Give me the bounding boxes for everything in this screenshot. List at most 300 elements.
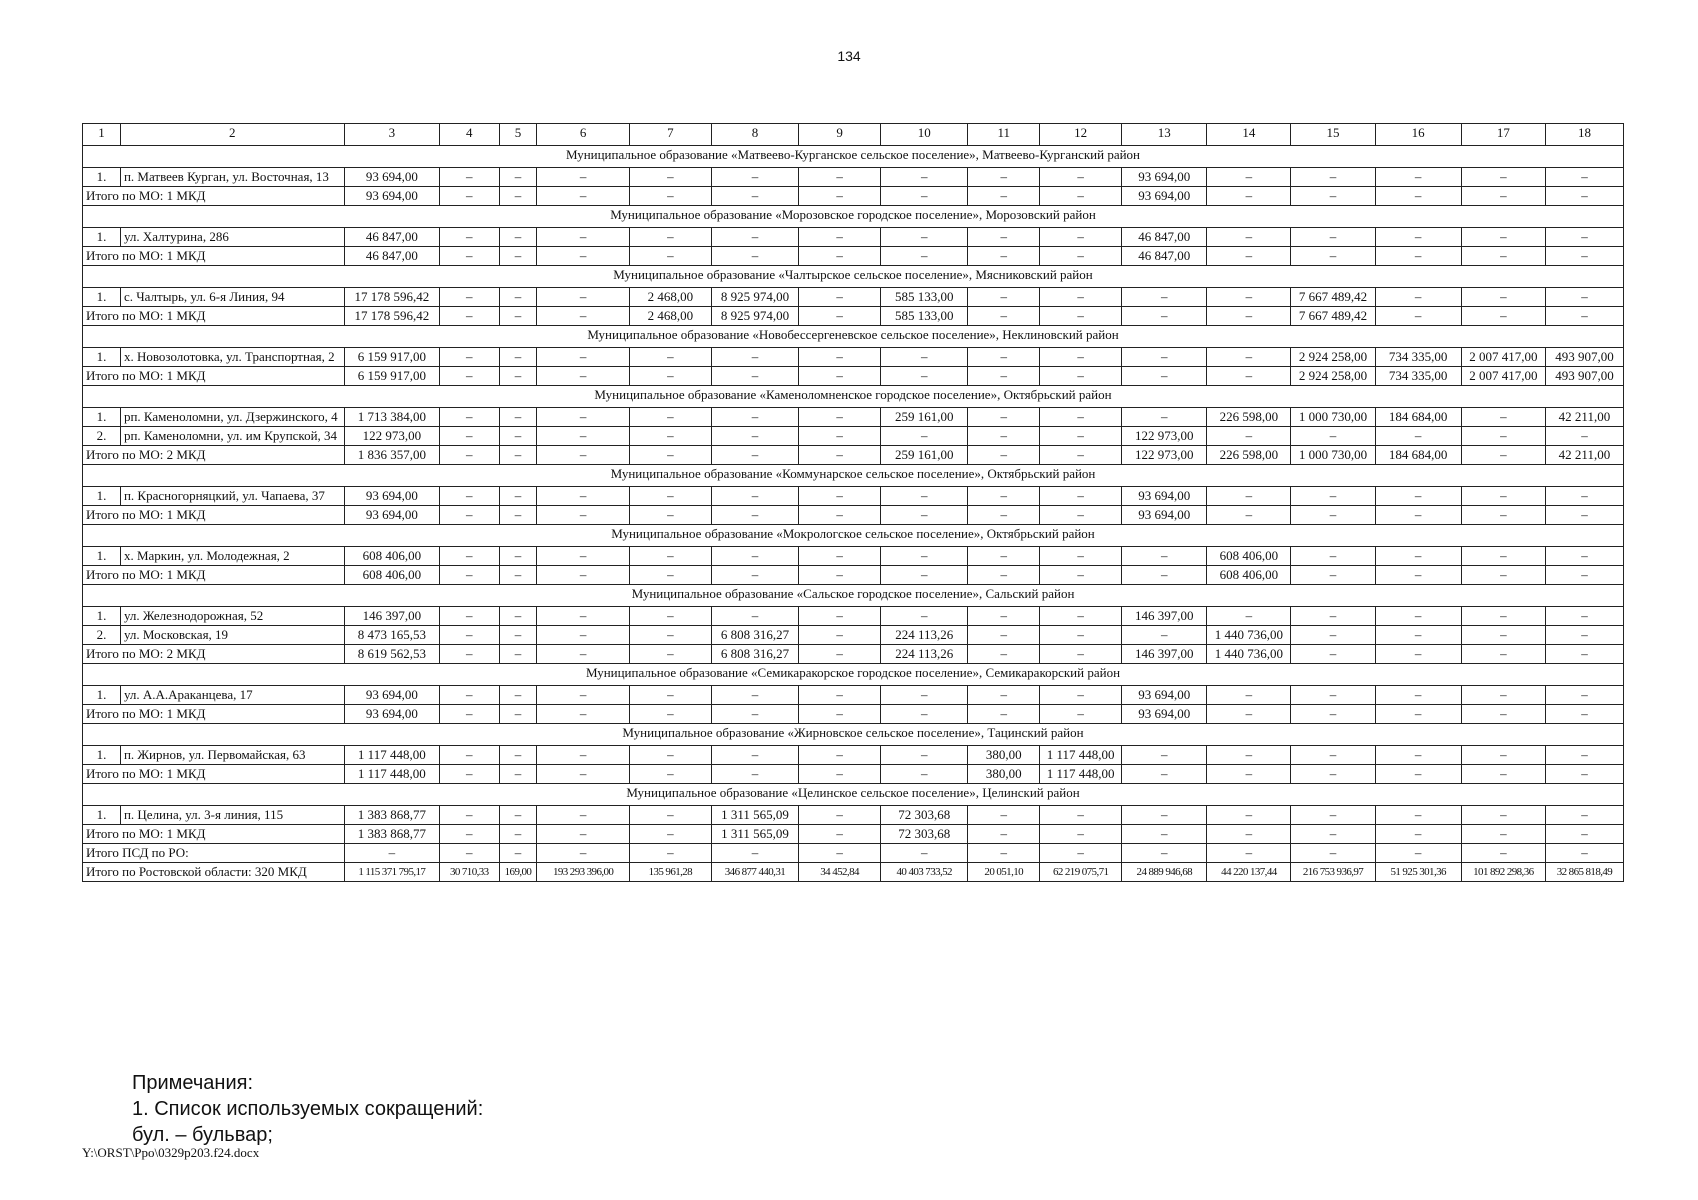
value-cell: – bbox=[881, 427, 968, 446]
notes-line-2: бул. – бульвар; bbox=[132, 1124, 273, 1146]
value-cell: 72 303,68 bbox=[881, 806, 968, 825]
value-cell: – bbox=[1545, 705, 1623, 724]
value-cell: 62 219 075,71 bbox=[1040, 863, 1122, 882]
value-cell: – bbox=[1291, 487, 1375, 506]
value-cell: – bbox=[1122, 626, 1207, 645]
value-cell: – bbox=[499, 187, 537, 206]
column-number: 5 bbox=[499, 124, 537, 146]
row-number: 1. bbox=[83, 487, 121, 506]
value-cell: – bbox=[1375, 307, 1461, 326]
value-cell: – bbox=[1545, 187, 1623, 206]
row-number: 2. bbox=[83, 427, 121, 446]
column-number: 8 bbox=[711, 124, 798, 146]
value-cell: – bbox=[1291, 168, 1375, 187]
value-cell: – bbox=[1375, 228, 1461, 247]
value-cell: – bbox=[799, 506, 881, 525]
value-cell: – bbox=[629, 705, 711, 724]
value-cell: – bbox=[499, 746, 537, 765]
value-cell: – bbox=[1375, 168, 1461, 187]
value-cell: – bbox=[799, 607, 881, 626]
value-cell: – bbox=[1040, 446, 1122, 465]
value-cell: – bbox=[968, 187, 1040, 206]
value-cell: 93 694,00 bbox=[344, 487, 439, 506]
value-cell: – bbox=[881, 607, 968, 626]
address: ул. Железнодорожная, 52 bbox=[120, 607, 344, 626]
value-cell: – bbox=[711, 705, 798, 724]
value-cell: – bbox=[1461, 844, 1545, 863]
subtotal-label: Итого по МО: 2 МКД bbox=[83, 645, 345, 664]
value-cell: – bbox=[1461, 427, 1545, 446]
value-cell: – bbox=[1461, 746, 1545, 765]
value-cell: – bbox=[499, 765, 537, 784]
subtotal-label: Итого по МО: 1 МКД bbox=[83, 187, 345, 206]
value-cell: 380,00 bbox=[968, 765, 1040, 784]
value-cell: 734 335,00 bbox=[1375, 348, 1461, 367]
value-cell: 93 694,00 bbox=[1122, 487, 1207, 506]
value-cell: – bbox=[711, 607, 798, 626]
value-cell: – bbox=[1040, 408, 1122, 427]
value-cell: – bbox=[968, 607, 1040, 626]
row-number: 1. bbox=[83, 168, 121, 187]
value-cell: 8 925 974,00 bbox=[711, 307, 798, 326]
value-cell: – bbox=[440, 348, 500, 367]
value-cell: 184 684,00 bbox=[1375, 446, 1461, 465]
subtotal-row bbox=[83, 705, 1624, 724]
value-cell: 146 397,00 bbox=[1122, 645, 1207, 664]
value-cell: – bbox=[1291, 765, 1375, 784]
value-cell: – bbox=[1461, 566, 1545, 585]
value-cell: – bbox=[629, 607, 711, 626]
value-cell: 24 889 946,68 bbox=[1122, 863, 1207, 882]
table-row bbox=[83, 168, 1624, 187]
subtotal-label: Итого по МО: 1 МКД bbox=[83, 307, 345, 326]
value-cell: – bbox=[499, 705, 537, 724]
value-cell: – bbox=[799, 247, 881, 266]
value-cell: – bbox=[1375, 288, 1461, 307]
value-cell: – bbox=[799, 427, 881, 446]
value-cell: – bbox=[1545, 806, 1623, 825]
section-title: Муниципальное образование «Коммунарское сельское поселение», Октябрьский район bbox=[83, 465, 1624, 487]
value-cell: 93 694,00 bbox=[1122, 506, 1207, 525]
value-cell: – bbox=[881, 705, 968, 724]
value-cell: – bbox=[499, 288, 537, 307]
subtotal-label: Итого по МО: 1 МКД bbox=[83, 247, 345, 266]
value-cell: – bbox=[799, 348, 881, 367]
row-number: 2. bbox=[83, 626, 121, 645]
value-cell: – bbox=[440, 626, 500, 645]
value-cell: – bbox=[799, 844, 881, 863]
value-cell: – bbox=[499, 408, 537, 427]
value-cell: – bbox=[1122, 566, 1207, 585]
value-cell: – bbox=[711, 367, 798, 386]
value-cell: – bbox=[968, 408, 1040, 427]
value-cell: – bbox=[499, 825, 537, 844]
register-table bbox=[82, 123, 1624, 882]
value-cell: – bbox=[1375, 746, 1461, 765]
value-cell: – bbox=[629, 367, 711, 386]
section-title: Муниципальное образование «Жирновское сельское поселение», Тацинский район bbox=[83, 724, 1624, 746]
address: с. Чалтырь, ул. 6-я Линия, 94 bbox=[120, 288, 344, 307]
value-cell: – bbox=[711, 408, 798, 427]
value-cell: – bbox=[799, 228, 881, 247]
value-cell: – bbox=[629, 427, 711, 446]
value-cell: – bbox=[499, 506, 537, 525]
value-cell: – bbox=[1040, 228, 1122, 247]
value-cell: – bbox=[537, 806, 629, 825]
section-title: Муниципальное образование «Чалтырское сельское поселение», Мясниковский район bbox=[83, 266, 1624, 288]
value-cell: – bbox=[1207, 427, 1291, 446]
value-cell: – bbox=[1375, 506, 1461, 525]
value-cell: – bbox=[629, 487, 711, 506]
value-cell: 1 311 565,09 bbox=[711, 806, 798, 825]
value-cell: 1 117 448,00 bbox=[1040, 765, 1122, 784]
section-title: Муниципальное образование «Матвеево-Курганское сельское поселение», Матвеево-Курганский район bbox=[83, 146, 1624, 168]
value-cell: 2 924 258,00 bbox=[1291, 367, 1375, 386]
value-cell: – bbox=[881, 686, 968, 705]
subtotal-label: Итого по МО: 1 МКД bbox=[83, 705, 345, 724]
value-cell: 93 694,00 bbox=[1122, 686, 1207, 705]
value-cell: 1 117 448,00 bbox=[344, 746, 439, 765]
value-cell: 216 753 936,97 bbox=[1291, 863, 1375, 882]
value-cell: – bbox=[1207, 844, 1291, 863]
value-cell: 608 406,00 bbox=[344, 566, 439, 585]
value-cell: – bbox=[799, 168, 881, 187]
section-title: Муниципальное образование «Целинское сельское поселение», Целинский район bbox=[83, 784, 1624, 806]
subtotal-row bbox=[83, 187, 1624, 206]
value-cell: – bbox=[968, 566, 1040, 585]
value-cell: – bbox=[499, 168, 537, 187]
value-cell: 1 440 736,00 bbox=[1207, 626, 1291, 645]
value-cell: – bbox=[881, 746, 968, 765]
value-cell: – bbox=[537, 427, 629, 446]
value-cell: – bbox=[1461, 626, 1545, 645]
value-cell: – bbox=[1461, 307, 1545, 326]
value-cell: – bbox=[1461, 506, 1545, 525]
value-cell: – bbox=[881, 348, 968, 367]
value-cell: – bbox=[499, 446, 537, 465]
value-cell: – bbox=[711, 187, 798, 206]
value-cell: – bbox=[968, 825, 1040, 844]
value-cell: – bbox=[1375, 247, 1461, 266]
value-cell: – bbox=[1040, 825, 1122, 844]
value-cell: – bbox=[799, 825, 881, 844]
value-cell: – bbox=[1122, 825, 1207, 844]
value-cell: 2 007 417,00 bbox=[1461, 367, 1545, 386]
table-row bbox=[83, 427, 1624, 446]
value-cell: 30 710,33 bbox=[440, 863, 500, 882]
value-cell: 6 808 316,27 bbox=[711, 626, 798, 645]
value-cell: 17 178 596,42 bbox=[344, 307, 439, 326]
value-cell: – bbox=[537, 607, 629, 626]
value-cell: – bbox=[1291, 247, 1375, 266]
subtotal-row bbox=[83, 825, 1624, 844]
value-cell: – bbox=[440, 506, 500, 525]
value-cell: – bbox=[968, 367, 1040, 386]
subtotal-label: Итого по МО: 2 МКД bbox=[83, 446, 345, 465]
value-cell: – bbox=[499, 487, 537, 506]
value-cell: – bbox=[711, 765, 798, 784]
value-cell: – bbox=[499, 547, 537, 566]
value-cell: 608 406,00 bbox=[1207, 547, 1291, 566]
value-cell: – bbox=[1207, 307, 1291, 326]
value-cell: – bbox=[1040, 288, 1122, 307]
section-title-row bbox=[83, 525, 1624, 547]
value-cell: – bbox=[537, 408, 629, 427]
value-cell: – bbox=[1207, 228, 1291, 247]
value-cell: 493 907,00 bbox=[1545, 367, 1623, 386]
value-cell: – bbox=[629, 746, 711, 765]
subtotal-row bbox=[83, 645, 1624, 664]
value-cell: 46 847,00 bbox=[1122, 247, 1207, 266]
value-cell: – bbox=[440, 825, 500, 844]
value-cell: – bbox=[537, 506, 629, 525]
address: п. Матвеев Курган, ул. Восточная, 13 bbox=[120, 168, 344, 187]
value-cell: – bbox=[1291, 825, 1375, 844]
value-cell: – bbox=[968, 288, 1040, 307]
value-cell: – bbox=[440, 408, 500, 427]
value-cell: – bbox=[799, 705, 881, 724]
value-cell: 8 473 165,53 bbox=[344, 626, 439, 645]
section-title: Муниципальное образование «Морозовское городское поселение», Морозовский район bbox=[83, 206, 1624, 228]
value-cell: – bbox=[537, 547, 629, 566]
value-cell: 93 694,00 bbox=[344, 506, 439, 525]
value-cell: 122 973,00 bbox=[1122, 446, 1207, 465]
section-title: Муниципальное образование «Семикаракорское городское поселение», Семикаракорский район bbox=[83, 664, 1624, 686]
psd-total-row bbox=[83, 844, 1624, 863]
value-cell: 101 892 298,36 bbox=[1461, 863, 1545, 882]
value-cell: 226 598,00 bbox=[1207, 408, 1291, 427]
value-cell: 1 000 730,00 bbox=[1291, 446, 1375, 465]
value-cell: – bbox=[881, 228, 968, 247]
value-cell: – bbox=[1040, 705, 1122, 724]
value-cell: – bbox=[711, 844, 798, 863]
value-cell: 224 113,26 bbox=[881, 626, 968, 645]
value-cell: 1 311 565,09 bbox=[711, 825, 798, 844]
value-cell: – bbox=[440, 765, 500, 784]
row-number: 1. bbox=[83, 686, 121, 705]
value-cell: – bbox=[1291, 705, 1375, 724]
value-cell: – bbox=[537, 825, 629, 844]
column-number: 6 bbox=[537, 124, 629, 146]
value-cell: 1 115 371 795,17 bbox=[344, 863, 439, 882]
subtotal-label: Итого по МО: 1 МКД bbox=[83, 825, 345, 844]
value-cell: 2 924 258,00 bbox=[1291, 348, 1375, 367]
value-cell: – bbox=[537, 487, 629, 506]
notes-block bbox=[132, 1070, 483, 1148]
value-cell: – bbox=[799, 686, 881, 705]
value-cell: – bbox=[1207, 367, 1291, 386]
region-total-row bbox=[83, 863, 1624, 882]
value-cell: – bbox=[499, 806, 537, 825]
value-cell: 93 694,00 bbox=[344, 686, 439, 705]
value-cell: – bbox=[1122, 408, 1207, 427]
section-title-row bbox=[83, 146, 1624, 168]
value-cell: – bbox=[968, 168, 1040, 187]
address: ул. Халтурина, 286 bbox=[120, 228, 344, 247]
value-cell: – bbox=[537, 367, 629, 386]
value-cell: – bbox=[711, 686, 798, 705]
value-cell: – bbox=[629, 686, 711, 705]
value-cell: 93 694,00 bbox=[1122, 187, 1207, 206]
value-cell: – bbox=[711, 547, 798, 566]
value-cell: – bbox=[1291, 746, 1375, 765]
value-cell: – bbox=[799, 626, 881, 645]
value-cell: – bbox=[1545, 566, 1623, 585]
value-cell: – bbox=[440, 705, 500, 724]
value-cell: – bbox=[537, 307, 629, 326]
value-cell: – bbox=[711, 487, 798, 506]
section-title: Муниципальное образование «Мокрологское сельское поселение», Октябрьский район bbox=[83, 525, 1624, 547]
value-cell: – bbox=[1461, 547, 1545, 566]
value-cell: – bbox=[1291, 506, 1375, 525]
value-cell: – bbox=[1122, 348, 1207, 367]
value-cell: – bbox=[1040, 168, 1122, 187]
value-cell: 32 865 818,49 bbox=[1545, 863, 1623, 882]
value-cell: 1 383 868,77 bbox=[344, 806, 439, 825]
value-cell: – bbox=[1375, 844, 1461, 863]
value-cell: – bbox=[537, 168, 629, 187]
subtotal-row bbox=[83, 307, 1624, 326]
column-number: 10 bbox=[881, 124, 968, 146]
value-cell: – bbox=[499, 228, 537, 247]
value-cell: – bbox=[499, 844, 537, 863]
value-cell: 146 397,00 bbox=[344, 607, 439, 626]
value-cell: – bbox=[1375, 705, 1461, 724]
value-cell: – bbox=[1545, 487, 1623, 506]
value-cell: – bbox=[499, 367, 537, 386]
subtotal-row bbox=[83, 247, 1624, 266]
value-cell: – bbox=[799, 547, 881, 566]
value-cell: – bbox=[440, 645, 500, 664]
column-number: 1 bbox=[83, 124, 121, 146]
value-cell: 346 877 440,31 bbox=[711, 863, 798, 882]
value-cell: – bbox=[537, 247, 629, 266]
value-cell: – bbox=[1040, 645, 1122, 664]
value-cell: – bbox=[537, 187, 629, 206]
value-cell: – bbox=[1375, 626, 1461, 645]
value-cell: 93 694,00 bbox=[344, 168, 439, 187]
value-cell: 1 117 448,00 bbox=[344, 765, 439, 784]
value-cell: – bbox=[1461, 168, 1545, 187]
value-cell: 2 007 417,00 bbox=[1461, 348, 1545, 367]
value-cell: – bbox=[537, 844, 629, 863]
value-cell: – bbox=[1545, 746, 1623, 765]
notes-heading: Примечания: bbox=[132, 1072, 254, 1094]
value-cell: – bbox=[1545, 607, 1623, 626]
value-cell: – bbox=[1040, 626, 1122, 645]
value-cell: – bbox=[711, 247, 798, 266]
value-cell: 42 211,00 bbox=[1545, 446, 1623, 465]
value-cell: – bbox=[1122, 307, 1207, 326]
value-cell: – bbox=[968, 844, 1040, 863]
table-row bbox=[83, 686, 1624, 705]
value-cell: 608 406,00 bbox=[344, 547, 439, 566]
value-cell: – bbox=[629, 408, 711, 427]
value-cell: – bbox=[499, 566, 537, 585]
value-cell: 93 694,00 bbox=[344, 705, 439, 724]
table-row bbox=[83, 806, 1624, 825]
value-cell: – bbox=[1122, 765, 1207, 784]
value-cell: – bbox=[711, 427, 798, 446]
value-cell: – bbox=[711, 348, 798, 367]
value-cell: 380,00 bbox=[968, 746, 1040, 765]
value-cell: – bbox=[1461, 288, 1545, 307]
value-cell: – bbox=[1461, 228, 1545, 247]
value-cell: 40 403 733,52 bbox=[881, 863, 968, 882]
value-cell: 585 133,00 bbox=[881, 288, 968, 307]
psd-total-row-label: Итого ПСД по РО: bbox=[83, 844, 345, 863]
column-number: 16 bbox=[1375, 124, 1461, 146]
value-cell: 42 211,00 bbox=[1545, 408, 1623, 427]
address: рп. Каменоломни, ул. Дзержинского, 4 bbox=[120, 408, 344, 427]
section-title-row bbox=[83, 266, 1624, 288]
value-cell: 169,00 bbox=[499, 863, 537, 882]
subtotal-label: Итого по МО: 1 МКД bbox=[83, 367, 345, 386]
value-cell: – bbox=[711, 566, 798, 585]
value-cell: – bbox=[537, 705, 629, 724]
value-cell: – bbox=[537, 566, 629, 585]
value-cell: – bbox=[629, 228, 711, 247]
section-title-row bbox=[83, 386, 1624, 408]
value-cell: 44 220 137,44 bbox=[1207, 863, 1291, 882]
value-cell: – bbox=[1207, 806, 1291, 825]
value-cell: 1 000 730,00 bbox=[1291, 408, 1375, 427]
value-cell: – bbox=[629, 187, 711, 206]
value-cell: – bbox=[1461, 247, 1545, 266]
value-cell: 734 335,00 bbox=[1375, 367, 1461, 386]
value-cell: – bbox=[1545, 626, 1623, 645]
value-cell: – bbox=[1461, 487, 1545, 506]
value-cell: – bbox=[440, 566, 500, 585]
value-cell: – bbox=[799, 446, 881, 465]
subtotal-row bbox=[83, 566, 1624, 585]
value-cell: – bbox=[1545, 765, 1623, 784]
value-cell: 259 161,00 bbox=[881, 446, 968, 465]
value-cell: – bbox=[537, 446, 629, 465]
column-number-row bbox=[83, 124, 1624, 146]
value-cell: – bbox=[799, 746, 881, 765]
value-cell: – bbox=[1545, 228, 1623, 247]
value-cell: 1 836 357,00 bbox=[344, 446, 439, 465]
section-title-row bbox=[83, 206, 1624, 228]
value-cell: – bbox=[629, 566, 711, 585]
value-cell: – bbox=[1545, 288, 1623, 307]
table-row bbox=[83, 746, 1624, 765]
value-cell: – bbox=[711, 446, 798, 465]
table-row bbox=[83, 408, 1624, 427]
value-cell: – bbox=[537, 765, 629, 784]
value-cell: – bbox=[1545, 825, 1623, 844]
value-cell: – bbox=[1461, 645, 1545, 664]
row-number: 1. bbox=[83, 547, 121, 566]
value-cell: – bbox=[968, 446, 1040, 465]
value-cell: – bbox=[1375, 487, 1461, 506]
value-cell: – bbox=[344, 844, 439, 863]
value-cell: – bbox=[1207, 288, 1291, 307]
value-cell: 1 440 736,00 bbox=[1207, 645, 1291, 664]
section-title: Муниципальное образование «Новобессергеневское сельское поселение», Неклиновский район bbox=[83, 326, 1624, 348]
value-cell: – bbox=[799, 487, 881, 506]
value-cell: – bbox=[1207, 765, 1291, 784]
value-cell: – bbox=[1291, 844, 1375, 863]
column-number: 17 bbox=[1461, 124, 1545, 146]
value-cell: 8 925 974,00 bbox=[711, 288, 798, 307]
value-cell: – bbox=[1545, 547, 1623, 566]
value-cell: 17 178 596,42 bbox=[344, 288, 439, 307]
footer-file-path: Y:\ORST\Ppo\0329p203.f24.docx bbox=[82, 1145, 260, 1160]
value-cell: 585 133,00 bbox=[881, 307, 968, 326]
value-cell: – bbox=[1122, 806, 1207, 825]
